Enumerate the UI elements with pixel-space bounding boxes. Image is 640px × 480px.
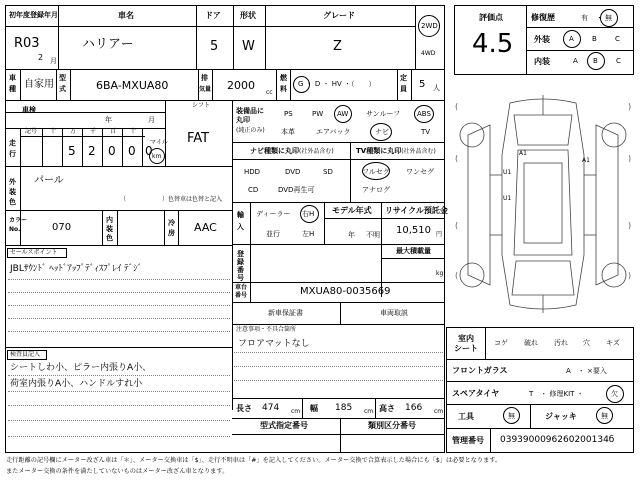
drive-2wd: 2WD: [421, 22, 438, 30]
shape-value: W: [242, 39, 255, 54]
digit-3: 0: [128, 144, 136, 158]
usage-label-a: 車: [9, 74, 16, 82]
unit-km: km: [152, 153, 162, 160]
bracket-0: (: [455, 102, 459, 111]
reg-label: 登録番号: [237, 250, 244, 282]
navi-item-sd: SD: [323, 168, 333, 176]
jack-value: 無: [601, 412, 608, 420]
notice-value: フロアマットなし: [238, 339, 310, 349]
first-reg-label: 初年度登録年月: [9, 11, 58, 19]
unit-label-0: 記号: [25, 128, 38, 135]
footer-line1: 走行距離の記号欄にメーター改ざん車は「＊」、メーター交換車は「$」、走行不明車は「#」を記入してください。メーター交換で合算表示した場合にも「$」は必要となります。: [6, 457, 502, 464]
exterior-b: B: [592, 35, 597, 43]
navi-title: ナビ種類に丸印(社外品含む): [250, 147, 334, 155]
shift-value: FAT: [187, 131, 210, 146]
interior-label: 内装色: [106, 216, 113, 242]
bracket-4: (: [455, 221, 459, 230]
inspector-line2: 荷室内張りA小、ハンドルすれ小: [10, 379, 143, 389]
inspector-label: 検査員記入: [10, 351, 41, 358]
import-right: 右H: [302, 210, 315, 218]
bracket-6: (: [455, 271, 459, 280]
grade-value: Z: [333, 39, 342, 54]
tv-item-oneseg: ワンセグ: [406, 168, 434, 176]
inspector-line1: シートしわ小、ピラー内張りA小、: [10, 363, 152, 373]
width-label: 幅: [310, 404, 318, 413]
model-year-label: モデル年式: [332, 206, 372, 215]
max-load-label: 最大積載量: [396, 247, 431, 255]
shift-label: シフト: [192, 102, 211, 109]
car-name-value: ハリアー: [82, 37, 134, 52]
width-cm: cm: [364, 408, 374, 415]
bracket-1: ): [628, 102, 632, 111]
color-no-label: カラー No.: [9, 217, 28, 233]
color-label: 外装色: [9, 178, 16, 206]
repair-dot: ・: [596, 14, 603, 22]
mgmt-label: 管理番号: [452, 436, 484, 445]
chassis-value: MXUA80-0035669: [300, 286, 391, 297]
eq-abs: ABS: [417, 110, 431, 118]
color-no-value: 070: [52, 222, 72, 233]
unit-label-3: 千: [90, 128, 97, 135]
repair-yes: 有: [581, 14, 588, 22]
interior-a: A: [573, 57, 578, 65]
repair-no: 無: [605, 14, 612, 22]
navi-item-dvd: DVD: [285, 168, 301, 176]
seat-item-yabure: 破れ: [524, 339, 538, 347]
door-label: ドア: [205, 11, 221, 20]
mgmt-value: 0393900096260200134б: [500, 435, 615, 445]
check-month: 月: [148, 116, 155, 124]
eq-navi: ナビ: [375, 128, 389, 136]
jack-label: ジャッキ: [545, 412, 577, 421]
unit-label-4: 百: [110, 128, 117, 135]
shape-label: 形状: [240, 11, 256, 20]
month-unit: 月: [50, 57, 57, 65]
repair-label: 修復歴: [531, 13, 555, 22]
digit-4: 0: [145, 144, 153, 158]
equipment-label: 装備品に丸印: [236, 107, 264, 124]
max-load-kg: kg: [436, 270, 444, 277]
seat-label: 室内 シート: [454, 334, 478, 353]
fuel-label-b: 料: [280, 85, 287, 93]
cap-unit: 人: [433, 84, 440, 92]
cap-value: 5: [419, 79, 426, 90]
mark-u1-right: U1: [503, 195, 512, 202]
eq-tv: TV: [421, 128, 431, 136]
usage-label-b: 種: [9, 85, 16, 93]
footer-line2: またメーター交換の条件を満たしていないものはメーター改ざん車となります。: [6, 468, 229, 475]
seat-item-koge: コゲ: [494, 339, 508, 347]
first-reg-value: R03: [14, 36, 40, 51]
tv-item-fullseg: フルセグ: [362, 168, 390, 176]
import-label-a: 輸: [237, 211, 244, 219]
cap-label-b: 員: [400, 85, 407, 93]
mark-u1-left: U1: [503, 169, 512, 176]
bracket-7: ): [628, 271, 632, 280]
spare-label: スペアタイヤ: [452, 389, 500, 398]
car-damage-diagram: [450, 95, 636, 315]
first-reg-month: 2: [38, 53, 44, 62]
interior-b: B: [593, 57, 598, 65]
unit-label-2: 万: [70, 128, 77, 135]
bracket-3: ): [628, 154, 632, 163]
model-label-a: 型: [59, 74, 66, 82]
sales-point-value: JBLｻｳﾝﾄﾞ ﾍｯﾄﾞｱｯﾌﾟﾃﾞｨｽﾌﾟﾚｲ ﾃﾞｼﾞ: [10, 264, 143, 274]
unit-mile: マイル: [150, 139, 168, 146]
seat-item-kizu: キズ: [606, 339, 620, 347]
digit-1: 2: [88, 144, 96, 158]
length-value: 474: [262, 403, 280, 413]
mark-a1-right: A1: [582, 157, 590, 164]
score-label: 評価点: [479, 13, 503, 22]
interior-c: C: [616, 57, 621, 65]
navi-item-dvd-play: DVD再生可: [278, 186, 315, 194]
usage-value: 自家用: [24, 79, 54, 90]
navi-item-cd: CD: [248, 186, 259, 194]
disp-label-b: 気量: [199, 86, 212, 93]
grade-label: グレード: [323, 11, 355, 20]
interior-grade-label: 内装: [534, 57, 550, 66]
recycle-label: リサイクル預託金: [385, 206, 448, 215]
height-label: 高さ: [379, 404, 395, 413]
sales-point-label: セールスポイント: [10, 249, 58, 256]
bracket-2: (: [455, 154, 459, 163]
color-value: パール: [34, 175, 64, 186]
import-label-b: 入: [237, 223, 244, 231]
notice-label: 注意事項・不具合箇所: [236, 326, 297, 333]
run-label-a: 走: [9, 139, 16, 147]
tv-title: TV種類に丸印(社外品含む): [356, 147, 436, 155]
exterior-a: A: [569, 35, 574, 43]
front-glass-value: A ・ ×要入: [566, 367, 607, 375]
spare-ketsu: 欠: [611, 390, 618, 398]
recycle-yen: 円: [436, 231, 443, 238]
seat-item-yogore: 汚れ: [554, 339, 568, 347]
digit-0: 5: [68, 144, 76, 158]
model-year-unknown: 不明: [366, 231, 380, 239]
disp-value: 2000: [227, 79, 255, 92]
spare-value: T ・ 修理KIT ・: [529, 390, 584, 398]
exterior-label: 外装: [534, 35, 550, 44]
disp-unit: cc: [266, 89, 273, 96]
class-label: 類別区分番号: [368, 421, 416, 430]
unit-label-5: 十: [130, 128, 137, 135]
import-dealer: ディーラー: [256, 210, 291, 218]
color-note: （ ）色替車は色替と記入: [120, 196, 223, 203]
eq-ps: PS: [284, 110, 293, 118]
drive-4wd: 4WD: [421, 50, 436, 57]
tool-label: 工具: [458, 412, 474, 421]
model-label-b: 式: [59, 85, 66, 93]
cap-label-a: 定: [400, 74, 407, 82]
warranty: 新車保証書: [268, 309, 303, 317]
car-name-label: 車名: [118, 11, 134, 20]
bracket-5: ): [628, 221, 632, 230]
ac-value: AAC: [194, 221, 217, 234]
eq-aw: AW: [337, 110, 349, 118]
navi-item-hdd: HDD: [244, 168, 261, 176]
equipment-sub: (純正のみ): [236, 127, 265, 134]
fuel-options: G ・ D ・ HV ・（ ）: [298, 80, 376, 88]
disp-label-a: 排: [201, 74, 208, 82]
tool-value: 無: [508, 412, 515, 420]
fuel-label-a: 燃: [280, 74, 287, 82]
ac-label: 冷房: [168, 219, 175, 237]
import-left: 左H: [302, 230, 315, 238]
eq-airbag: エアバック: [316, 128, 351, 136]
check-label: 車検: [22, 106, 36, 114]
eq-pw: PW: [312, 110, 324, 118]
eq-leather: 本革: [281, 128, 295, 136]
digit-2: 0: [108, 144, 116, 158]
length-cm: cm: [291, 408, 301, 415]
unit-label-1: 十: [50, 128, 57, 135]
front-glass-label: フロントガラス: [452, 366, 508, 375]
recycle-value: 10,510: [396, 225, 431, 236]
tv-item-analog: アナログ: [362, 186, 390, 194]
model-year-year: 年: [348, 231, 355, 239]
seat-item-ana: 穴: [583, 339, 590, 347]
eq-sunroof: サンルーフ: [366, 110, 401, 118]
import-parallel: 並行: [266, 230, 280, 238]
width-value: 185: [335, 403, 353, 413]
model-value: 6BA-MXUA80: [96, 79, 169, 92]
manual: 車両取説: [380, 309, 408, 317]
door-value: 5: [210, 39, 219, 54]
run-label-b: 行: [9, 150, 16, 158]
type-label: 型式指定番号: [260, 421, 308, 430]
length-label: 長さ: [236, 404, 252, 413]
chassis-label: 車台 番号: [235, 284, 248, 299]
height-cm: cm: [434, 408, 444, 415]
mark-a1-left: A1: [519, 150, 527, 157]
check-year: 年: [105, 116, 112, 124]
score-value: 4.5: [472, 29, 514, 59]
exterior-c: C: [615, 35, 620, 43]
height-value: 166: [405, 403, 423, 413]
